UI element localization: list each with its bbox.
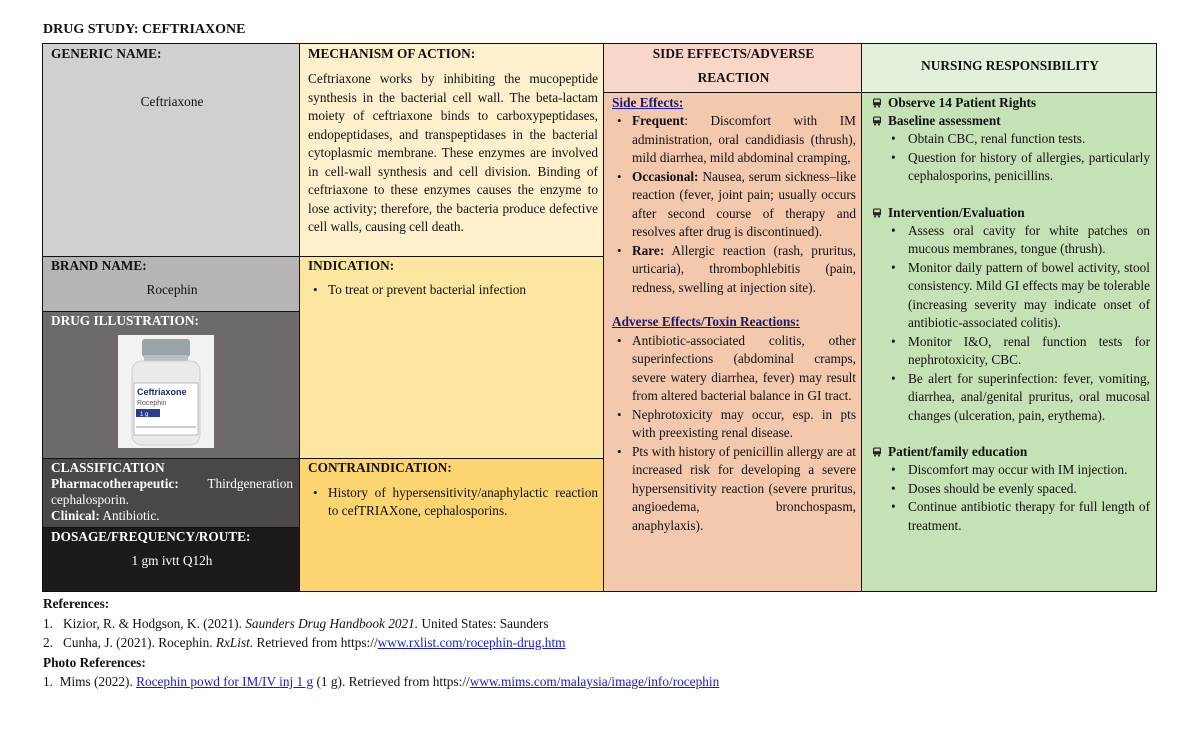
education-item: • Continue antibiotic therapy for full length of treatment. <box>908 498 1150 535</box>
indication-cell <box>299 256 604 459</box>
intervention-item: • Monitor I&O, renal function tests for nephrotoxicity, CBC. <box>908 333 1150 370</box>
education-item: • Doses should be evenly spaced. <box>908 480 1150 499</box>
reference-item: 2. Cunha, J. (2021). Rocephin. RxList. Retrieved from https://www.rxlist.com/rocephin-drug.htm <box>43 635 566 650</box>
mechanism-text: Ceftriaxone works by inhibiting the mucopeptide synthesis in the bacterial cell wall. The beta-lactam moiety of ceftriaxone binds to carboxypeptidases, endopeptidases, and transpeptidases in the bacterial cytoplasmic membrane. These enzymes are involved in cell-wall synthesis and cell division. Binding of ceftriaxone to these enzymes causes the enzyme to lose activity; therefore, the bacteria produce defective cell walls, causing cell death. <box>308 71 598 234</box>
mechanism-cell <box>299 43 604 257</box>
contraindication-list <box>308 484 598 519</box>
photo-references-header: Photo References: <box>43 654 146 670</box>
nursing-header-cell <box>861 43 1157 93</box>
generic-name-value: Ceftriaxone <box>140 94 204 109</box>
side-effects-title: Side Effects: <box>612 95 684 110</box>
classification-pharma <box>51 476 293 508</box>
contraindication-item: • History of hypersensitivity/anaphylactic reaction to cefTRIAXone, cephalosporins. <box>328 484 598 519</box>
brand-name-cell <box>42 256 300 312</box>
intervention-item: • Monitor daily pattern of bowel activity, stool consistency. Mild GI effects may be tolerable (increasing severity may indicate onset of antibiotic-associated colitis). <box>908 259 1150 333</box>
vial-label-text: Ceftriaxone <box>137 387 187 397</box>
adverse-effects-list <box>612 332 856 536</box>
baseline-item: • Question for history of allergies, particularly cephalosporins, penicillins. <box>908 149 1150 186</box>
photo-reference-item: 1. Mims (2022). Rocephin powd for IM/IV inj 1 g (1 g). Retrieved from https://www.mims.com/malaysia/image/info/rocephin <box>43 674 720 689</box>
nursing-cell <box>861 92 1157 592</box>
contraindication-header: CONTRAINDICATION: <box>308 460 452 475</box>
adverse-effect-item: • Antibiotic-associated colitis, other superinfections (abdominal cramps, severe watery diarrhea, fever) may result from altered bacterial balance in GI tract. <box>632 332 856 406</box>
side-effects-header-1: SIDE EFFECTS/ADVERSE <box>652 46 815 61</box>
vial-sub-text: Rocephin <box>137 400 167 407</box>
generic-name-cell <box>42 43 300 257</box>
side-effect-rare: • Rare: Allergic reaction (rash, pruritus, urticaria), thrombophlebitis (pain, redness, swelling at injection site). <box>632 242 856 298</box>
page-title: DRUG STUDY: CEFTRIAXONE <box>43 22 246 37</box>
intervention-item: • Assess oral cavity for white patches on mucous membranes, tongue (thrush). <box>908 222 1150 259</box>
contraindication-cell <box>299 458 604 592</box>
education-item: • Discomfort may occur with IM injection. <box>908 461 1150 480</box>
classification-header: CLASSIFICATION <box>51 460 165 475</box>
side-effect-occasional: • Occasional: Nausea, serum sickness–like reaction (fever, joint pain; usually occurs after second course of therapy and resolves after drug is discontinued). <box>632 168 856 242</box>
vial-dose-text: 1 g <box>140 412 149 418</box>
vial-cap-icon <box>142 339 190 357</box>
adverse-effect-item: • Pts with history of penicillin allergy are at increased risk for developing a severe hypersensitivity reaction (severe pruritus, angioedema, bronchospasm, anaphylaxis). <box>632 443 856 536</box>
intervention-item: • Be alert for superinfection: fever, vomiting, diarrhea, anal/genital pruritus, oral mucosal changes (ulceration, pain, erythema). <box>908 370 1150 426</box>
indication-item: • To treat or prevent bacterial infection <box>328 282 598 298</box>
side-effects-cell <box>603 92 862 592</box>
nursing-education: Patient/family education <box>866 443 1150 461</box>
mims-url-link[interactable]: www.mims.com/malaysia/image/info/rocephin <box>469 674 720 689</box>
mims-product-link[interactable]: Rocephin powd for IM/IV inj 1 g <box>136 674 314 689</box>
generic-name-header: GENERIC NAME: <box>51 46 162 61</box>
nursing-rights: Observe 14 Patient Rights <box>866 94 1150 112</box>
bus-icon <box>872 447 882 457</box>
references-header: References: <box>43 596 110 611</box>
bus-icon <box>872 98 882 108</box>
bus-icon <box>872 116 882 126</box>
brand-name-header: BRAND NAME: <box>51 258 147 273</box>
nursing-baseline: Baseline assessment <box>866 112 1150 130</box>
adverse-effects-title: Adverse Effects/Toxin Reactions: <box>612 314 800 330</box>
dosage-cell <box>42 527 300 592</box>
side-effects-list <box>612 112 856 297</box>
intervention-list <box>866 222 1150 426</box>
mechanism-header: MECHANISM OF ACTION: <box>308 46 476 61</box>
baseline-item: • Obtain CBC, renal function tests. <box>908 130 1150 149</box>
clinical-label: Clinical: <box>51 508 100 523</box>
baseline-list <box>866 130 1150 186</box>
indication-list <box>308 282 598 298</box>
rxlist-link[interactable]: www.rxlist.com/rocephin-drug.htm <box>377 635 566 650</box>
references-section <box>43 594 719 692</box>
classification-cell <box>42 458 300 528</box>
nursing-header: NURSING RESPONSIBILITY <box>921 58 1099 73</box>
clinical-value: Antibiotic. <box>99 508 160 523</box>
adverse-effect-item: • Nephrotoxicity may occur, esp. in pts with preexisting renal disease. <box>632 406 856 443</box>
reference-item: 1. Kizior, R. & Hodgson, K. (2021). Saunders Drug Handbook 2021. United States: Saunders <box>43 615 549 631</box>
dosage-header: DOSAGE/FREQUENCY/ROUTE: <box>51 529 251 544</box>
dosage-value: 1 gm ivtt Q12h <box>131 553 213 568</box>
side-effect-frequent: • Frequent: Discomfort with IM administration, oral candidiasis (thrush), mild diarrhea, mild abdominal cramping, <box>632 112 856 168</box>
brand-name-value: Rocephin <box>146 282 198 297</box>
bus-icon <box>872 208 882 218</box>
drug-vial-image <box>118 335 214 448</box>
pharma-label: Pharmacotherapeutic: <box>51 476 179 491</box>
side-effects-header-cell <box>603 43 862 93</box>
drug-illustration-header: DRUG ILLUSTRATION: <box>51 313 199 328</box>
pharma-value: Thirdgeneration cephalosporin. <box>51 476 293 507</box>
side-effects-header-2: REACTION <box>697 70 770 85</box>
indication-header: INDICATION: <box>308 258 395 273</box>
nursing-intervention: Intervention/Evaluation <box>866 204 1150 222</box>
classification-clinical <box>51 508 293 524</box>
education-list <box>866 461 1150 535</box>
